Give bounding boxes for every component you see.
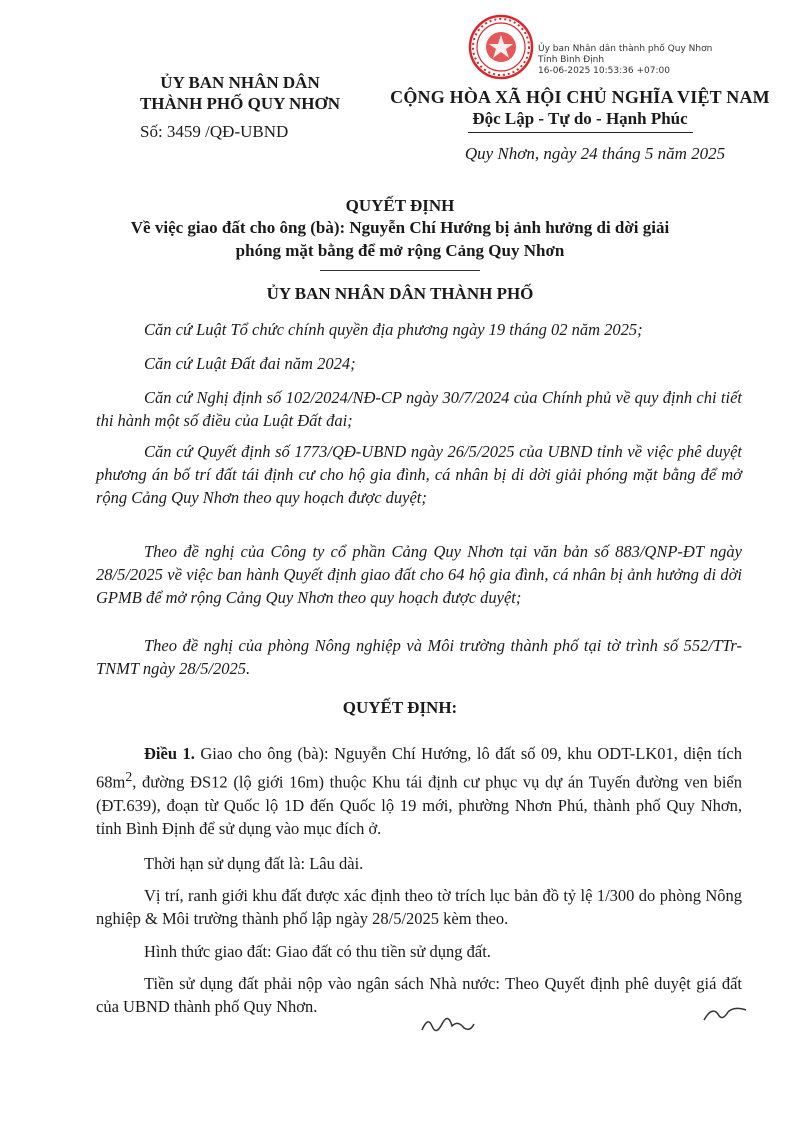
legal-basis-2: Căn cứ Luật Đất đai năm 2024; (144, 354, 356, 373)
document-type: QUYẾT ĐỊNH (345, 196, 455, 215)
authority-line-2: THÀNH PHỐ QUY NHƠN (139, 94, 341, 113)
document-number: Số: 3459 /QĐ-UBND (140, 122, 289, 141)
esign-line-2: Tỉnh Bình Định (538, 55, 605, 65)
allocation-form: Hình thức giao đất: Giao đất có thu tiền sử dụng đất. (144, 942, 491, 961)
esign-line-3: 16-06-2025 10:53:36 +07:00 (538, 66, 670, 76)
national-header-block (380, 86, 780, 133)
place-and-date: Quy Nhơn, ngày 24 tháng 5 năm 2025 (464, 144, 726, 163)
national-title: CỘNG HÒA XÃ HỘI CHỦ NGHĨA VIỆT NAM (390, 87, 770, 107)
decision-heading: QUYẾT ĐỊNH: (342, 698, 458, 717)
legal-basis-4: Căn cứ Quyết định số 1773/QĐ-UBND ngày 26/5/2025 của UBND tỉnh về việc phê duyệt phương án bố trí đất tái định cư cho hộ gia đình, cá nhân bị di dời giải phóng mặt bằng để mở rộng Cảng Quy Nhơn theo quy hoạch được duyệt; (96, 442, 742, 507)
legal-basis-5: Theo đề nghị của Công ty cổ phần Cảng Quy Nhơn tại văn bản số 883/QNP-ĐT ngày 28/5/2025 về việc ban hành Quyết định giao đất cho 64 hộ gia đình, cá nhân bị ảnh hưởng di dời GPMB để mở rộng Cảng Quy Nhơn theo quy hoạch được duyệt; (96, 542, 742, 607)
legal-basis-1: Căn cứ Luật Tổ chức chính quyền địa phương ngày 19 tháng 02 năm 2025; (144, 320, 643, 339)
national-motto: Độc Lập - Tự do - Hạnh Phúc (472, 109, 688, 128)
document-subject: Về việc giao đất cho ông (bà): Nguyễn Chí Hướng bị ảnh hưởng di dời giải phóng mặt bằng để mở rộng Cảng Quy Nhơn (130, 218, 670, 260)
land-use-term: Thời hạn sử dụng đất là: Lâu dài. (144, 854, 364, 873)
authority-line-1: ỦY BAN NHÂN DÂN (160, 73, 320, 92)
red-seal-icon (468, 14, 534, 80)
title-underline (320, 270, 480, 271)
legal-basis-6: Theo đề nghị của phòng Nông nghiệp và Môi trường thành phố tại tờ trình số 552/TTr-TNMT ngày 28/5/2025. (96, 636, 742, 678)
article-1: Điều 1. Giao cho ông (bà): Nguyễn Chí Hướng, lô đất số 09, khu ODT-LK01, diện tích $68m^2$, đường ĐS12 (lộ giới 16m) thuộc Khu tái định cư phục vụ dự án Tuyến đường ven biển (ĐT.639), đoạn từ Quốc lộ 1D đến Quốc lộ 19 mới, phường Nhơn Phú, thành phố Quy Nhơn, tỉnh Bình Định để sử dụng vào mục đích ở. (96, 744, 743, 838)
issuing-authority-block (120, 72, 360, 142)
land-location: Vị trí, ranh giới khu đất được xác định theo tờ trích lục bản đồ tỷ lệ 1/300 do phòng Nông nghiệp & Môi trường thành phố lập ngày 28/5/2025 kèm theo. (96, 886, 742, 928)
document-title-block (80, 196, 720, 271)
article-1-label: Điều 1. (144, 744, 195, 763)
handwritten-initial-icon (418, 1008, 478, 1038)
land-use-fee: Tiền sử dụng đất phải nộp vào ngân sách Nhà nước: Theo Quyết định phê duyệt giá đất của UBND thành phố Quy Nhơn. (96, 974, 742, 1016)
legal-basis-3: Căn cứ Nghị định số 102/2024/NĐ-CP ngày 30/7/2024 của Chính phủ về quy định chi tiết thi hành một số điều của Luật Đất đai; (96, 388, 742, 430)
motto-underline (468, 132, 693, 133)
deciding-authority: ỦY BAN NHÂN DÂN THÀNH PHỐ (266, 284, 534, 303)
digital-signature-info (538, 44, 728, 77)
esign-line-1: Ủy ban Nhân dân thành phố Quy Nhơn (538, 44, 713, 54)
handwritten-initial-icon (700, 1000, 750, 1030)
